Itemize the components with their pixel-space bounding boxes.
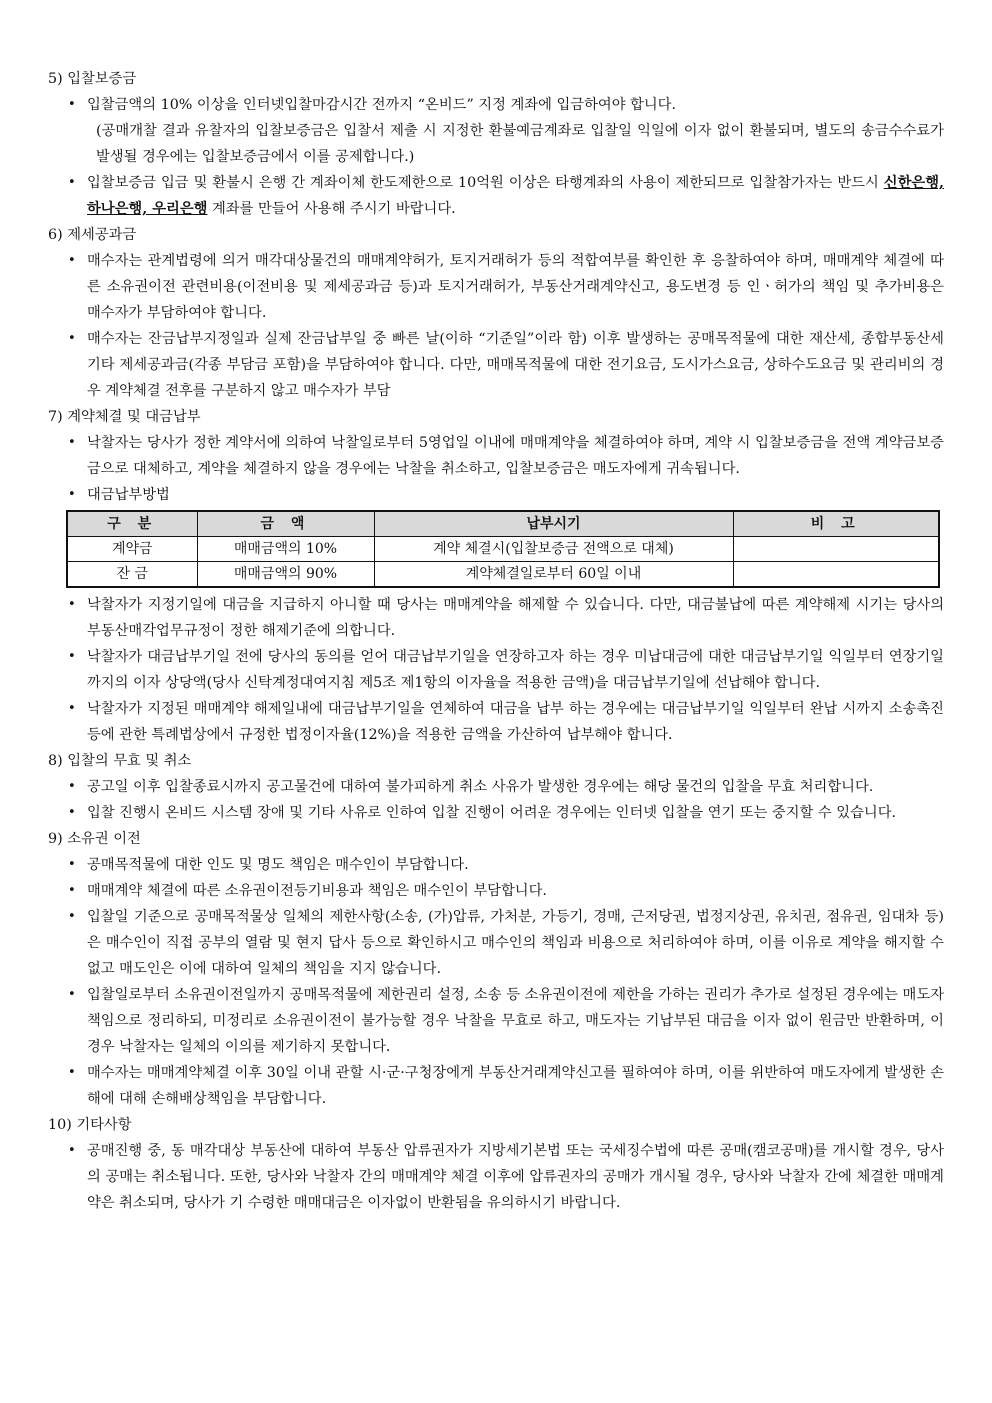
- bullet-deposit-amount: • 입찰금액의 10% 이상을 인터넷입찰마감시간 전까지 “온비드” 지정 계좌에 입금하여야 합니다.: [48, 92, 944, 118]
- section-title-misc: 10) 기타사항: [48, 1117, 132, 1133]
- document-page: [48, 66, 944, 1216]
- table-header: 금 액: [197, 511, 374, 537]
- bullet-payment-method: • 대금납부방법: [48, 482, 944, 508]
- bullet-ownership-1: • 공매목적물에 대한 인도 및 명도 책임은 매수인이 부담합니다.: [48, 852, 944, 878]
- table-header: 비 고: [733, 511, 939, 537]
- bank-names: 신한은행, 하나은행, 우리은행: [87, 175, 944, 217]
- note-refund: (공매개찰 결과 유찰자의 입찰보증금은 입찰서 제출 시 지정한 환불예금계좌로 입찰일 익일에 이자 없이 환불되며, 별도의 송금수수료가 발생될 경우에는 입찰보증금에서 이를 공제합니다.): [96, 123, 944, 165]
- table-cell: 계약체결일로부터 60일 이내: [374, 562, 733, 588]
- table-header: 납부시기: [374, 511, 733, 537]
- table-cell: [733, 562, 939, 588]
- bullet-bank-transfer: [48, 170, 944, 222]
- bullet-contract-1: • 낙찰자는 당사가 정한 계약서에 의하여 낙찰일로부터 5영업일 이내에 매매계약을 체결하여야 하며, 계약 시 입찰보증금을 전액 계약금보증금으로 대체하고, 계약을 체결하지 않을 경우에는 낙찰을 취소하고, 입찰보증금은 매도자에게 귀속됩니다.: [48, 430, 944, 482]
- bullet-ownership-2: • 매매계약 체결에 따른 소유권이전등기비용과 책임은 매수인이 부담합니다.: [48, 878, 944, 904]
- bank-text-pre: 입찰보증금 입금 및 환불시 은행 간 계좌이체 한도제한으로 10억원 이상은 타행계좌의 사용이 제한되므로 입찰참가자는 반드시: [87, 175, 884, 191]
- payment-table: [66, 510, 940, 588]
- bullet-invalidation-1: • 공고일 이후 입찰종료시까지 공고물건에 대하여 불가피하게 취소 사유가 발생한 경우에는 해당 물건의 입찰을 무효 처리합니다.: [48, 774, 944, 800]
- table-cell: 계약금: [67, 537, 197, 562]
- section-title-contract: 7) 계약체결 및 대금납부: [48, 409, 201, 425]
- bullet-invalidation-2: • 입찰 진행시 온비드 시스템 장애 및 기타 사유로 인하여 입찰 진행이 어려운 경우에는 인터넷 입찰을 연기 또는 중지할 수 있습니다.: [48, 800, 944, 826]
- table-row: [67, 562, 939, 588]
- bullet-ownership-4: • 입찰일로부터 소유권이전일까지 공매목적물에 제한권리 설정, 소송 등 소유권이전에 제한을 가하는 권리가 추가로 설정된 경우에는 매도자 책임으로 정리하되, 미정리로 소유권이전이 불가능할 경우 낙찰을 무효로 하고, 매도자는 기납부된 대금을 이자 없이 원금만 반환하며, 이 경우 낙찰자는 일체의 이의를 제기하지 못합니다.: [48, 982, 944, 1060]
- section-title-taxes: 6) 제세공과금: [48, 227, 137, 243]
- bullet-ownership-3: • 입찰일 기준으로 공매목적물상 일체의 제한사항(소송, (가)압류, 가처분, 가등기, 경매, 근저당권, 법정지상권, 유치권, 점유권, 임대차 등)은 매수인이 직접 공부의 열람 및 현지 답사 등으로 확인하시고 매수인의 책임과 비용으로 처리하여야 하며, 이를 이유로 계약을 해지할 수 없고 매도인은 이에 대하여 일체의 책임을 지지 않습니다.: [48, 904, 944, 982]
- table-cell: [733, 537, 939, 562]
- bullet-taxes-2: • 매수자는 잔금납부지정일과 실제 잔금납부일 중 빠른 날(이하 “기준일”이라 함) 이후 발생하는 공매목적물에 대한 재산세, 종합부동산세 기타 제세공과금(각종 부담금 포함)을 부담하여야 합니다. 다만, 매매목적물에 대한 전기요금, 도시가스요금, 상하수도요금 및 관리비의 경우 계약체결 전후를 구분하지 않고 매수자가 부담: [48, 326, 944, 404]
- bullet-contract-4: • 낙찰자가 대금납부기일 전에 당사의 동의를 얻어 대금납부기일을 연장하고자 하는 경우 미납대금에 대한 대금납부기일 익일부터 연장기일까지의 이자 상당액(당사 신탁계정대여지침 제5조 제1항의 이자율을 적용한 금액)을 대금납부기일에 선납해야 합니다.: [48, 644, 944, 696]
- bullet-contract-3: • 낙찰자가 지정기일에 대금을 지급하지 아니할 때 당사는 매매계약을 해제할 수 있습니다. 다만, 대금불납에 따른 계약해제 시기는 당사의 부동산매각업무규정이 정한 해제기준에 의합니다.: [48, 592, 944, 644]
- table-cell: 잔 금: [67, 562, 197, 588]
- section-title-ownership: 9) 소유권 이전: [48, 831, 141, 847]
- bank-text-post: 계좌를 만들어 사용해 주시기 바랍니다.: [207, 201, 456, 217]
- bullet-misc-1: • 공매진행 중, 동 매각대상 부동산에 대하여 부동산 압류권자가 지방세기본법 또는 국세징수법에 따른 공매(캠코공매)를 개시할 경우, 당사의 공매는 취소됩니다. 또한, 당사와 낙찰자 간의 매매계약 체결 이후에 압류권자의 공매가 개시될 경우, 당사와 낙찰자 간에 체결한 매매계약은 취소되며, 당사가 기 수령한 매매대금은 이자없이 반환됨을 유의하시기 바랍니다.: [48, 1138, 944, 1216]
- table-header-row: [67, 511, 939, 537]
- table-cell: 매매금액의 10%: [197, 537, 374, 562]
- section-title-bid-deposit: 5) 입찰보증금: [48, 71, 137, 87]
- bullet-contract-5: • 낙찰자가 지정된 매매계약 해제일내에 대금납부기일을 연체하여 대금을 납부 하는 경우에는 대금납부기일 익일부터 완납 시까지 소송촉진 등에 관한 특례법상에서 규정한 법정이자율(12%)을 적용한 금액을 가산하여 납부해야 합니다.: [48, 696, 944, 748]
- table-header: 구 분: [67, 511, 197, 537]
- table-cell: 계약 체결시(입찰보증금 전액으로 대체): [374, 537, 733, 562]
- table-row: [67, 537, 939, 562]
- bullet-taxes-1: • 매수자는 관계법령에 의거 매각대상물건의 매매계약허가, 토지거래허가 등의 적합여부를 확인한 후 응찰하여야 하며, 매매계약 체결에 따른 소유권이전 관련비용(이전비용 및 제세공과금 등)과 토지거래허가, 부동산거래계약신고, 용도변경 등 인ㆍ허가의 책임 및 추가비용은 매수자가 부담하여야 합니다.: [48, 248, 944, 326]
- bullet-ownership-5: • 매수자는 매매계약체결 이후 30일 이내 관할 시·군·구청장에게 부동산거래계약신고를 필하여야 하며, 이를 위반하여 매도자에게 발생한 손해에 대해 손해배상책임을 부담합니다.: [48, 1060, 944, 1112]
- table-cell: 매매금액의 90%: [197, 562, 374, 588]
- section-title-invalidation: 8) 입찰의 무효 및 취소: [48, 753, 192, 769]
